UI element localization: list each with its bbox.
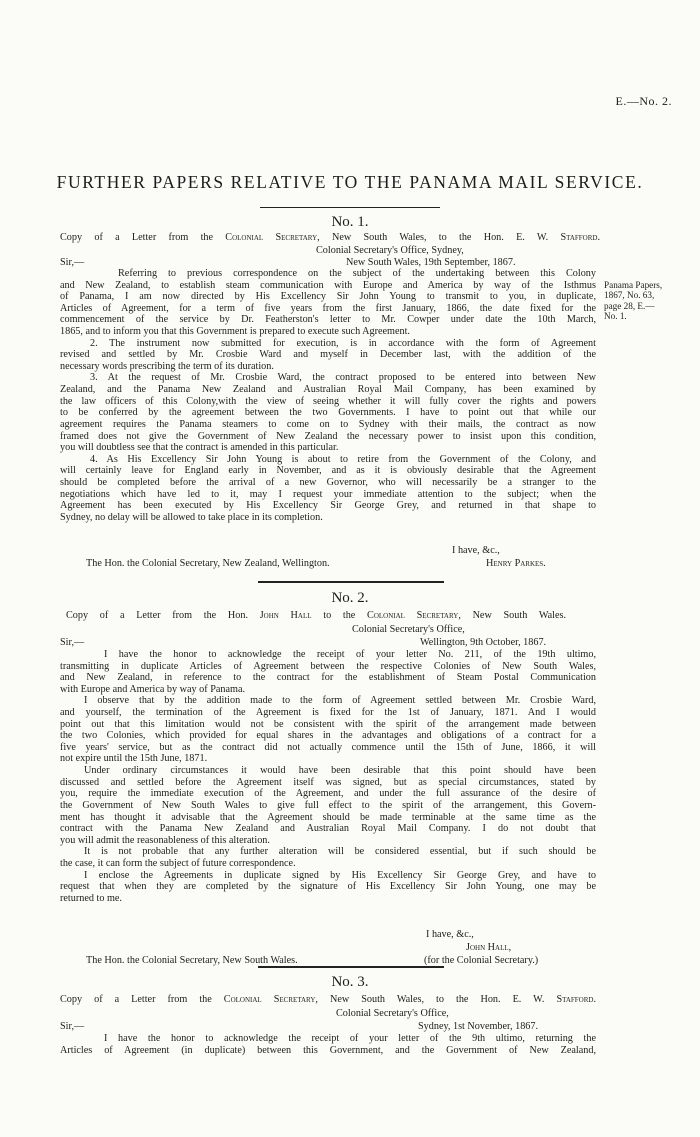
letter2-salutation: Sir,— xyxy=(60,637,85,648)
body-line: five years' service, but as the contract did not actually commence until the 15th of June, 1866, it will xyxy=(60,741,596,753)
letter3-caption-part: . xyxy=(593,994,596,1005)
body-line: will certainly leave for England early in November, and as it is obviously desirable that the Agreement xyxy=(60,465,596,477)
letter1-body xyxy=(60,268,596,523)
body-line: necessary words prescribing the term of its duration. xyxy=(60,360,274,372)
body-line: 4. As His Excellency Sir John Young is about to retire from the Government of the Colony, and xyxy=(90,453,596,465)
title-rule xyxy=(260,207,440,208)
body-line: the law officers of this Colony,with the view of seeing whether it will fully cover the rights and powers xyxy=(60,395,596,407)
body-line: Under ordinary circumstances it would have been desirable that this point should have been xyxy=(84,765,596,777)
body-line: Zealand, and the Panama New Zealand and Australian Royal Mail Company, has been examined by xyxy=(60,384,596,396)
letter2-caption-part: Copy of a Letter from the Hon. xyxy=(66,610,260,621)
margin-note-line: 1867, No. 63, xyxy=(604,290,655,301)
letter1-caption-part: . xyxy=(597,232,600,243)
letter3-date-line: Sydney, 1st November, 1867. xyxy=(418,1021,539,1032)
letter2-date-line: Wellington, 9th October, 1867. xyxy=(420,637,547,648)
body-line: agreement requires the Panama steamers to come on to Sydney with their mails, the contract as now xyxy=(60,418,596,430)
body-line: transmitting in duplicate Articles of Agreement between the respective Colonies of New South Wales, xyxy=(60,660,596,672)
letter1-signature: Henry Parkes. xyxy=(486,558,546,569)
body-line: negotiations which have led to it, may I request your immediate attention to the subject; when the xyxy=(60,488,596,500)
body-line: you, require the immediate execution of the Agreement, and under the full assurance of the desire of xyxy=(60,788,596,800)
margin-note xyxy=(604,280,696,322)
body-line: you will admit the reasonableness of this alteration. xyxy=(60,834,270,846)
letter1-heading: No. 1. xyxy=(331,214,369,230)
letter3-salutation: Sir,— xyxy=(60,1021,85,1032)
body-line: of Panama, I am now directed by His Excellency Sir John Young to transmit to you, in duplicate, xyxy=(60,291,596,303)
body-line: contract with the Panama New Zealand and Australian Royal Mail Company. I do not doubt that xyxy=(60,823,596,835)
body-line: the case, it can form the subject of future correspondence. xyxy=(60,857,296,869)
body-line: and New Zealand, in reference to the contract for the establishment of Steam Postal Communication xyxy=(60,672,596,684)
body-line: I have the honor to acknowledge the receipt of your letter No. 211, of the 19th ultimo, xyxy=(104,649,596,660)
letter3-caption-part: Stafford xyxy=(556,994,594,1005)
body-line: the Government of New South Wales to give full effect to the spirit of the arrangement, this Govern- xyxy=(60,799,596,811)
body-line: point out that this limitation would not be consistent with the spirit of the arrangement made between xyxy=(60,718,596,730)
margin-note-line: page 28, E.— xyxy=(604,300,655,311)
body-line: I observe that by the addition made to the form of Agreement settled between Mr. Crosbie Ward, xyxy=(84,695,596,707)
letter2-addressee: The Hon. the Colonial Secretary, New South Wales. xyxy=(86,955,298,966)
letter1-caption xyxy=(60,232,600,244)
letter2-closing: I have, &c., xyxy=(426,929,474,940)
body-line: with Europe and America by way of Panama. xyxy=(60,683,246,695)
body-line: revised and settled by Mr. Crosbie Ward and myself in December last, with the addition of the xyxy=(60,349,596,361)
letter3-caption-part: , New South Wales, to the Hon. E. W. xyxy=(315,994,557,1005)
body-line: Articles of Agreement (in duplicate) between this Government, and the Government of New Zealand, xyxy=(60,1044,596,1056)
letter3-caption xyxy=(60,994,596,1006)
letter2-heading: No. 2. xyxy=(331,590,369,606)
body-line: I enclose the Agreements in duplicate signed by His Excellency Sir George Grey, and have to xyxy=(84,869,596,881)
body-line: returned to me. xyxy=(60,892,122,904)
letter2-caption-part: John Hall xyxy=(259,610,312,621)
letter1-caption-part: Copy of a Letter from the xyxy=(60,232,226,243)
body-line: the two Colonies, which provided for equal shares in the advantages and obligations of a contract for a xyxy=(60,730,596,742)
body-line: and New Zealand, to establish steam communication with Europe and America by way of the Isthmus xyxy=(60,279,596,291)
letter1-caption-part: , New South Wales, to the Hon. E. W. xyxy=(317,232,561,243)
letter3-heading: No. 3. xyxy=(331,974,369,990)
body-line: commencement of the service by Dr. Featherston's letter to Mr. Cowper under date the 10th March, xyxy=(60,314,596,326)
letter1-addressee: The Hon. the Colonial Secretary, New Zealand, Wellington. xyxy=(86,558,330,569)
body-line: 3. At the request of Mr. Crosbie Ward, the contract proposed to be entered into between New xyxy=(90,372,596,384)
letter1-office-line: Colonial Secretary's Office, Sydney, xyxy=(316,245,464,256)
letter2-caption xyxy=(66,610,566,622)
body-line: Referring to previous correspondence on the subject of the undertaking between this Colony xyxy=(118,268,596,279)
letter3-office-line: Colonial Secretary's Office, xyxy=(336,1008,449,1019)
letter2-body xyxy=(60,649,596,904)
document-title: FURTHER PAPERS RELATIVE TO THE PANAMA MAIL SERVICE. xyxy=(56,172,644,192)
body-line: discussed and settled before the Agreement itself was signed, but as special circumstances, stated by xyxy=(60,776,596,788)
body-line: not expire until the 15th June, 1871. xyxy=(60,753,208,765)
letter3-caption-part: Copy of a Letter from the xyxy=(60,994,224,1005)
body-line: Sydney, no delay will be allowed to take place in its completion. xyxy=(60,511,323,523)
letter1-salutation: Sir,— xyxy=(60,257,85,268)
letter3-body xyxy=(60,1033,596,1056)
letter2-signature: John Hall, xyxy=(466,942,512,953)
body-line: It is not probable that any further alteration will be considered essential, but if such should be xyxy=(84,846,596,858)
letter2-caption-part: to the xyxy=(311,610,368,621)
letter1-caption-part: Stafford xyxy=(560,232,598,243)
body-line: to be conferred by the agreement between the two Governments. I have to point out that while our xyxy=(60,407,596,419)
letter2-office-line: Colonial Secretary's Office, xyxy=(352,624,465,635)
body-line: framed does not give the Government of New Zealand the necessary power to insist upon this condition, xyxy=(60,430,596,442)
body-line: 2. The instrument now submitted for execution, is in accordance with the form of Agreement xyxy=(90,337,596,349)
body-line: and yourself, the termination of the Agreement is fixed for the 1st of January, 1871. And I would xyxy=(60,707,596,719)
document-reference: E.—No. 2. xyxy=(615,94,672,108)
section-rule xyxy=(258,966,444,968)
letter1-closing: I have, &c., xyxy=(452,545,500,556)
body-line: I have the honor to acknowledge the receipt of your letter of the 9th ultimo, returning the xyxy=(104,1033,596,1044)
letter2-caption-part: , New South Wales. xyxy=(458,610,567,621)
body-line: 1865, and to inform you that this Government is prepared to execute such Agreement. xyxy=(60,326,410,338)
letter1-caption-part: Colonial Secretary xyxy=(225,232,318,243)
letter2-signature-note: (for the Colonial Secretary.) xyxy=(424,955,539,966)
letter3-caption-part: Colonial Secretary xyxy=(223,994,316,1005)
body-line: request that when they are completed by the signature of His Excellency Sir John Young, one may be xyxy=(60,881,596,893)
body-line: ment has thought it advisable that the Agreement should be made terminable at the same time as the xyxy=(60,811,596,823)
margin-note-line: Panama Papers, xyxy=(604,280,663,290)
body-line: you will doubtless see that the contract is amended in this particular. xyxy=(60,442,339,454)
body-line: should be completed before the arrival of a new Governor, who will necessarily be a stranger to the xyxy=(60,476,596,488)
section-rule xyxy=(258,581,444,583)
letter1-date-line: New South Wales, 19th September, 1867. xyxy=(346,257,516,268)
letter2-caption-part: Colonial Secretary xyxy=(367,610,459,621)
margin-note-line: No. 1. xyxy=(604,311,627,322)
body-line: Articles of Agreement, for a term of five years from the first January, 1866, the date fixed for the xyxy=(60,302,596,314)
body-line: Agreement has been executed by His Excellency Sir George Grey, and returned in that shape to xyxy=(60,500,596,512)
